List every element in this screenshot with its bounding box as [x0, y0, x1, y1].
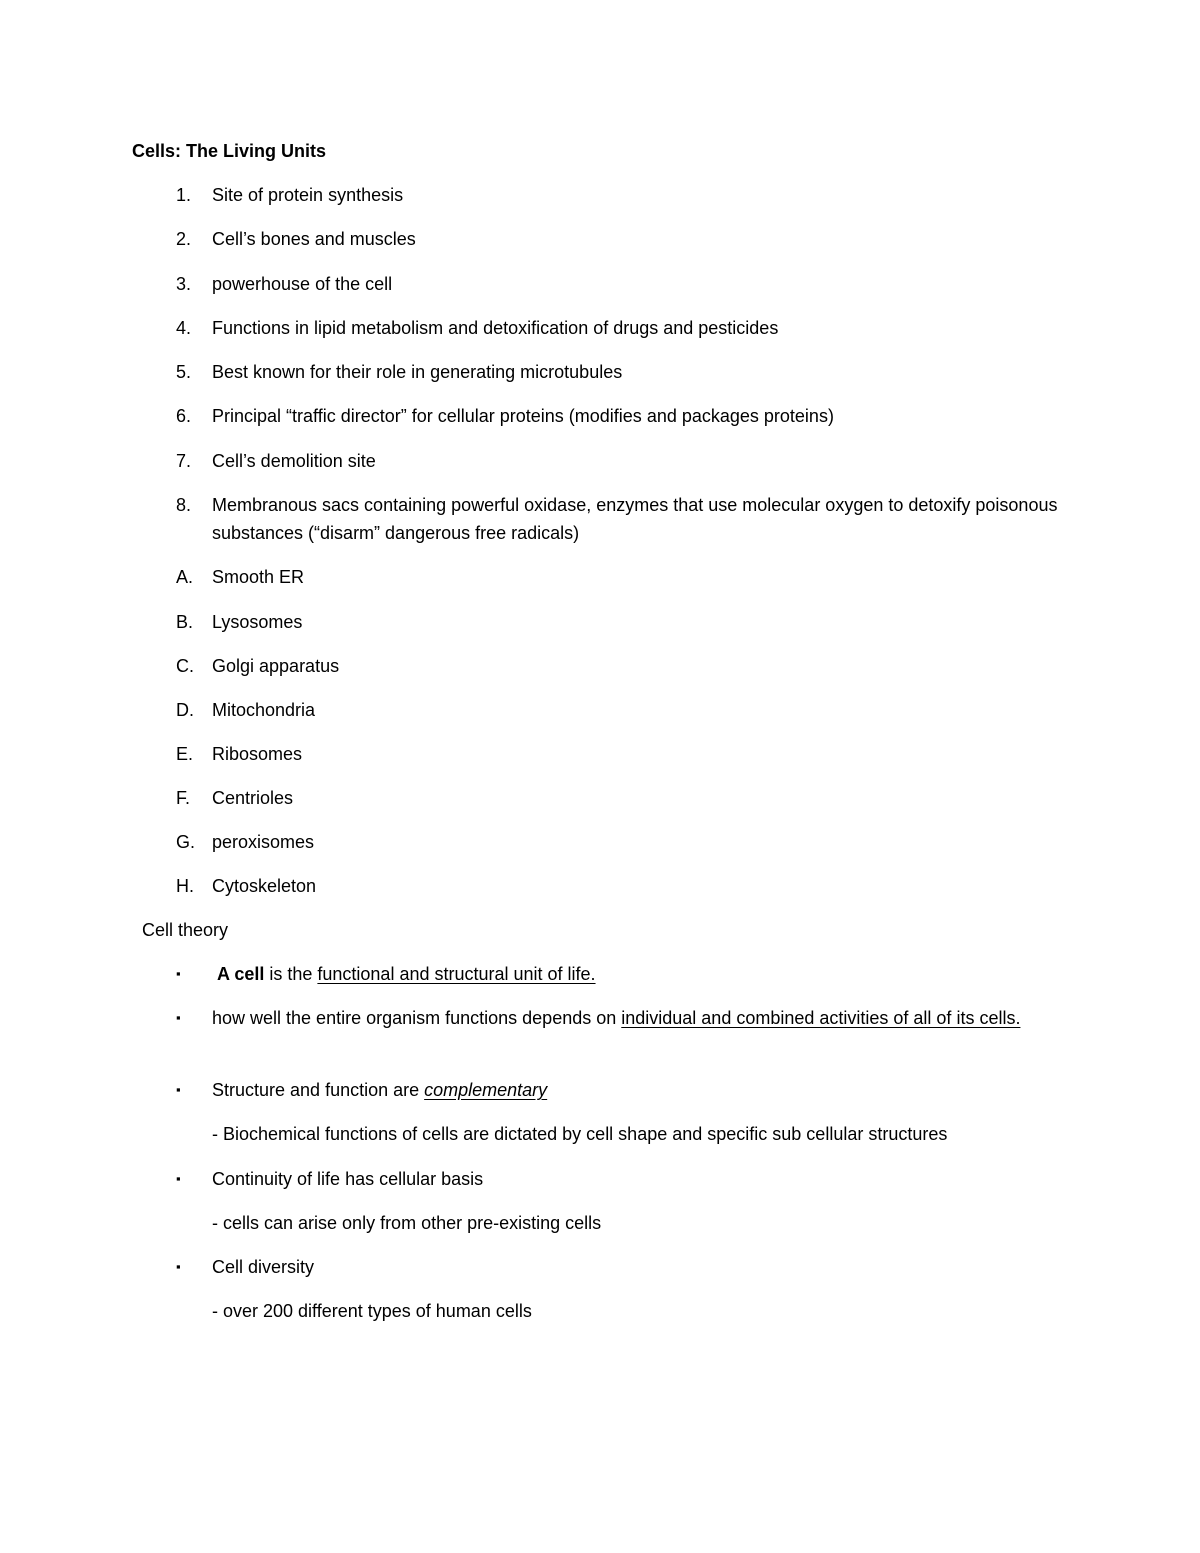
question-number: 8.: [176, 495, 192, 515]
answer-text: Cytoskeleton: [212, 876, 317, 896]
underlined-text: individual and combined activities of all of its cells.: [621, 1008, 1021, 1028]
answer-text: Ribosomes: [212, 744, 303, 764]
bullet-icon: ▪: [176, 1171, 181, 1186]
question-number: 1.: [176, 185, 192, 205]
sub-point: - cells can arise only from other pre-existing cells: [212, 1213, 602, 1233]
sub-point: - over 200 different types of human cells: [212, 1301, 532, 1321]
underlined-italic-text: complementary: [424, 1080, 548, 1100]
question-number: 2.: [176, 229, 192, 249]
plain-text: is the: [264, 964, 318, 984]
question-text: powerhouse of the cell: [212, 274, 393, 294]
answer-letter: A.: [176, 567, 194, 587]
question-text: Membranous sacs containing powerful oxidase, enzymes that use molecular oxygen to detoxify poisonous substances (“disarm” dangerous free radicals): [212, 495, 1058, 543]
answer-letter: E.: [176, 744, 194, 764]
answer-text: peroxisomes: [212, 832, 315, 852]
bullet-icon: ▪: [176, 966, 181, 981]
question-number: 3.: [176, 274, 192, 294]
answer-text: Lysosomes: [212, 612, 303, 632]
bold-term: A cell: [217, 964, 265, 984]
bullet-icon: ▪: [176, 1259, 181, 1274]
question-number: 7.: [176, 451, 192, 471]
answer-letter: G.: [176, 832, 196, 852]
plain-text: how well the entire organism functions depends on: [212, 1008, 622, 1028]
bullet-icon: ▪: [176, 1082, 181, 1097]
bullet-text: [217, 963, 596, 985]
plain-text: Structure and function are: [212, 1080, 425, 1100]
answer-letter: D.: [176, 700, 194, 720]
bullet-text: Cell diversity: [212, 1257, 315, 1277]
answer-text: Mitochondria: [212, 700, 316, 720]
bullet-text: [212, 1004, 1042, 1032]
answer-text: Smooth ER: [212, 567, 305, 587]
question-number: 6.: [176, 406, 192, 426]
underlined-text: functional and structural unit of life.: [317, 964, 596, 984]
section-heading: Cell theory: [142, 920, 229, 940]
question-number: 4.: [176, 318, 192, 338]
answer-letter: F.: [176, 788, 191, 808]
answer-text: Centrioles: [212, 788, 294, 808]
answer-text: Golgi apparatus: [212, 656, 340, 676]
bullet-text: [212, 1079, 547, 1101]
answer-letter: C.: [176, 656, 194, 676]
question-text: Site of protein synthesis: [212, 185, 404, 205]
sub-point: - Biochemical functions of cells are dictated by cell shape and specific sub cellular structures: [212, 1124, 948, 1144]
bullet-text: Continuity of life has cellular basis: [212, 1169, 484, 1189]
question-text: Functions in lipid metabolism and detoxification of drugs and pesticides: [212, 318, 779, 338]
answer-letter: H.: [176, 876, 194, 896]
question-number: 5.: [176, 362, 192, 382]
question-text: Principal “traffic director” for cellular proteins (modifies and packages proteins): [212, 406, 834, 426]
question-text: Cell’s demolition site: [212, 451, 376, 471]
answer-letter: B.: [176, 612, 194, 632]
bullet-icon: ▪: [176, 1010, 181, 1025]
document-title: Cells: The Living Units: [132, 141, 327, 161]
question-text: Best known for their role in generating microtubules: [212, 362, 623, 382]
question-text: Cell’s bones and muscles: [212, 229, 416, 249]
